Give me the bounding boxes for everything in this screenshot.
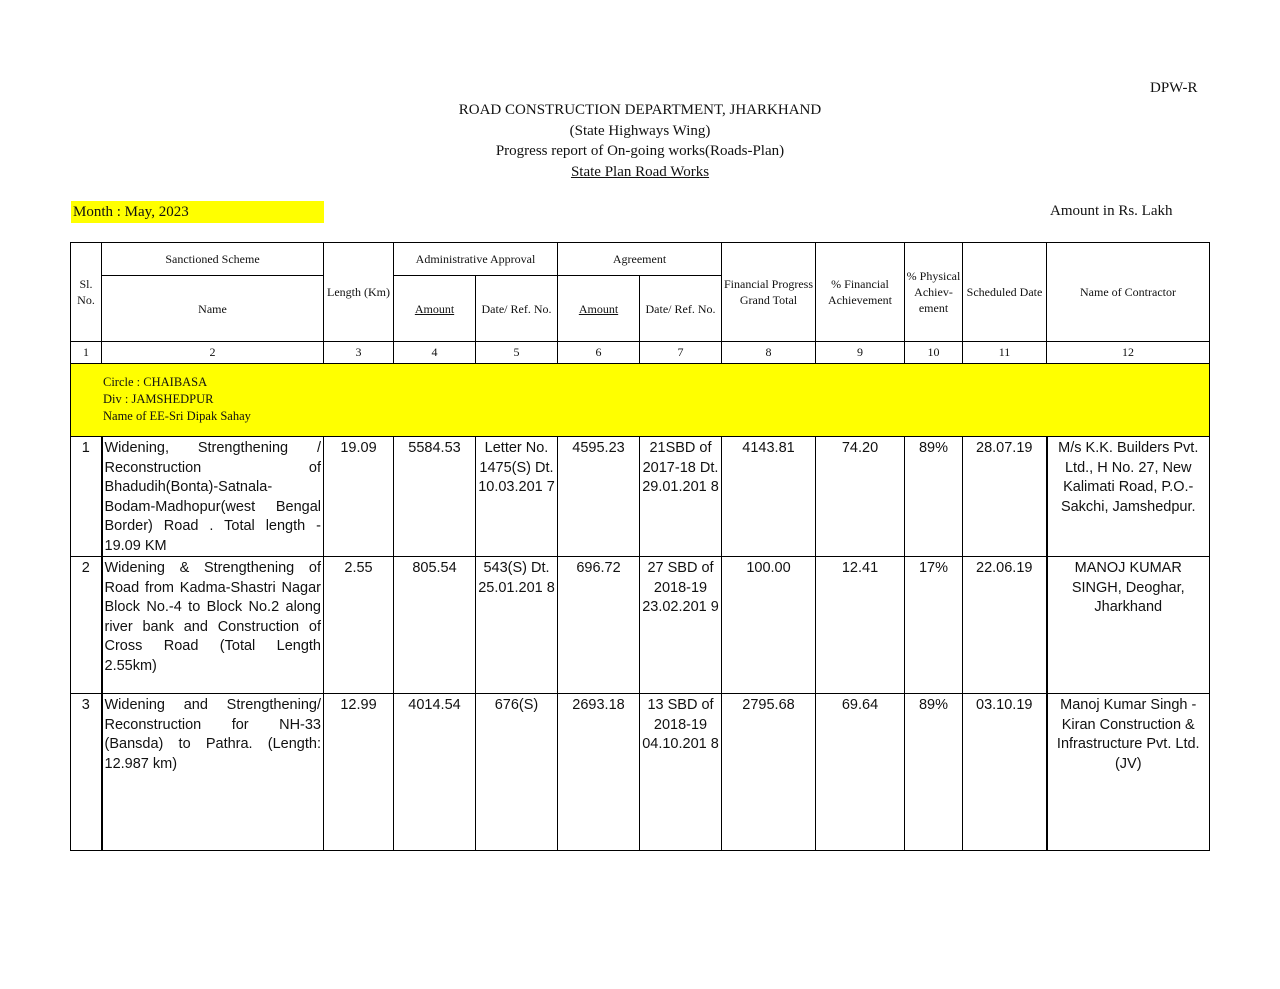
row-length: 12.99 <box>324 694 394 851</box>
row-pct-financial: 69.64 <box>816 694 905 851</box>
row-aa-amount: 5584.53 <box>394 437 476 557</box>
row-sl-no: 1 <box>71 437 102 557</box>
report-subtitle: Progress report of On-going works(Roads-Plan) <box>495 143 785 159</box>
col-header-admin-approval: Administrative Approval <box>394 243 558 276</box>
row-contractor: MANOJ KUMAR SINGH, Deoghar, Jharkhand <box>1047 557 1210 694</box>
row-ag-amount: 696.72 <box>558 557 640 694</box>
row-contractor: Manoj Kumar Singh - Kiran Construction & Infrastructure Pvt. Ltd. (JV) <box>1047 694 1210 851</box>
col-number: 10 <box>905 342 963 364</box>
col-number: 1 <box>71 342 102 364</box>
report-header <box>340 100 940 182</box>
row-financial-progress: 4143.81 <box>722 437 816 557</box>
table-row <box>71 437 1210 557</box>
col-header-scheduled-date: Scheduled Date <box>963 243 1047 342</box>
row-scheduled-date: 03.10.19 <box>963 694 1047 851</box>
row-length: 19.09 <box>324 437 394 557</box>
col-number: 3 <box>324 342 394 364</box>
col-header-ag-date: Date/ Ref. No. <box>640 276 722 342</box>
col-header-financial-progress: Financial Progress Grand Total <box>722 243 816 342</box>
col-number: 12 <box>1047 342 1210 364</box>
document-code: DPW-R <box>1150 80 1198 96</box>
col-header-aa-amount: Amount <box>394 276 476 342</box>
month-label: Month : May, 2023 <box>71 201 324 223</box>
progress-table <box>70 242 1210 851</box>
row-pct-physical: 89% <box>905 694 963 851</box>
col-header-length: Length (Km) <box>324 243 394 342</box>
col-number: 8 <box>722 342 816 364</box>
amount-unit-note: Amount in Rs. Lakh <box>1050 203 1173 219</box>
col-header-contractor: Name of Contractor <box>1047 243 1210 342</box>
row-ag-date: 27 SBD of 2018-19 23.02.201 9 <box>640 557 722 694</box>
row-ag-amount: 4595.23 <box>558 437 640 557</box>
row-contractor: M/s K.K. Builders Pvt. Ltd., H No. 27, New Kalimati Road, P.O.- Sakchi, Jamshedpur. <box>1047 437 1210 557</box>
row-financial-progress: 2795.68 <box>722 694 816 851</box>
table-row <box>71 694 1210 851</box>
row-scheme-name: Widening, Strengthening / Reconstruction of Bhadudih(Bonta)-Satnala-Bodam-Madhopur(west Bengal Border) Road . Total length - 19.09 KM <box>102 437 324 557</box>
row-sl-no: 2 <box>71 557 102 694</box>
col-number: 5 <box>476 342 558 364</box>
col-header-sl-no: Sl. No. <box>71 243 102 342</box>
col-header-aa-date: Date/ Ref. No. <box>476 276 558 342</box>
table-row <box>71 557 1210 694</box>
works-category: State Plan Road Works <box>570 163 710 180</box>
col-number: 9 <box>816 342 905 364</box>
row-scheduled-date: 22.06.19 <box>963 557 1047 694</box>
row-scheme-name: Widening and Strengthening/ Reconstruction for NH-33 (Bansda) to Pathra. (Length: 12.987 km) <box>102 694 324 851</box>
row-aa-date: Letter No. 1475(S) Dt. 10.03.201 7 <box>476 437 558 557</box>
row-aa-date: 676(S) <box>476 694 558 851</box>
circle-name: Circle : CHAIBASA <box>103 375 208 389</box>
row-pct-financial: 74.20 <box>816 437 905 557</box>
row-scheme-name: Widening & Strengthening of Road from Kadma-Shastri Nagar Block No.-4 to Block No.2 along river bank and Construction of Cross Road (Total Length 2.55km) <box>102 557 324 694</box>
row-ag-date: 21SBD of 2017-18 Dt. 29.01.201 8 <box>640 437 722 557</box>
row-length: 2.55 <box>324 557 394 694</box>
executive-engineer-name: Name of EE-Sri Dipak Sahay <box>103 409 251 423</box>
row-pct-physical: 89% <box>905 437 963 557</box>
row-scheduled-date: 28.07.19 <box>963 437 1047 557</box>
department-title: ROAD CONSTRUCTION DEPARTMENT, JHARKHAND <box>458 102 822 118</box>
row-financial-progress: 100.00 <box>722 557 816 694</box>
row-aa-amount: 4014.54 <box>394 694 476 851</box>
row-ag-date: 13 SBD of 2018-19 04.10.201 8 <box>640 694 722 851</box>
col-header-ag-amount: Amount <box>558 276 640 342</box>
col-header-agreement: Agreement <box>558 243 722 276</box>
col-header-pct-financial: % Financial Achievement <box>816 243 905 342</box>
row-sl-no: 3 <box>71 694 102 851</box>
circle-info-band <box>71 364 1210 437</box>
col-number: 6 <box>558 342 640 364</box>
row-ag-amount: 2693.18 <box>558 694 640 851</box>
col-number: 11 <box>963 342 1047 364</box>
row-pct-physical: 17% <box>905 557 963 694</box>
col-number: 4 <box>394 342 476 364</box>
row-aa-amount: 805.54 <box>394 557 476 694</box>
col-header-name: Name <box>102 276 324 342</box>
col-number: 2 <box>102 342 324 364</box>
division-name: Div : JAMSHEDPUR <box>103 392 214 406</box>
row-pct-financial: 12.41 <box>816 557 905 694</box>
col-number: 7 <box>640 342 722 364</box>
col-header-pct-physical: % Physical Achiev- ement <box>905 243 963 342</box>
wing-subtitle: (State Highways Wing) <box>569 122 711 139</box>
col-header-sanctioned-scheme: Sanctioned Scheme <box>102 243 324 276</box>
row-aa-date: 543(S) Dt. 25.01.201 8 <box>476 557 558 694</box>
